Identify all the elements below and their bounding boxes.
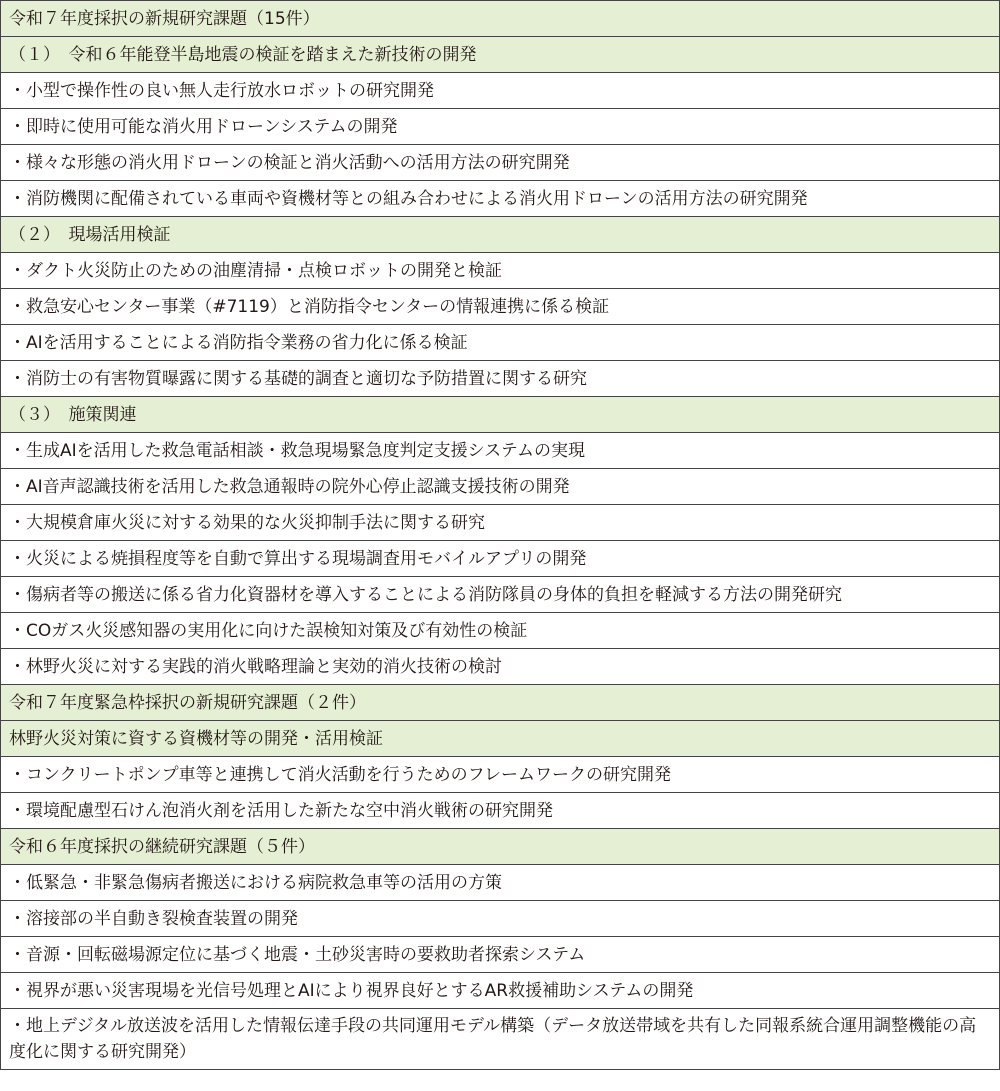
section-header-text: （３） 施策関連 [1, 397, 1000, 433]
section-header-row [1, 685, 1000, 721]
section-header-text: 令和７年度採択の新規研究課題（15件） [1, 1, 1000, 37]
topic-row [1, 145, 1000, 181]
topic-row [1, 181, 1000, 217]
topic-text: ・COガス火災感知器の実用化に向けた誤検知対策及び有効性の検証 [1, 613, 1000, 649]
topic-row [1, 253, 1000, 289]
section-header-text: 令和６年度採択の継続研究課題（５件） [1, 829, 1000, 865]
research-topics-body [1, 1, 1000, 1070]
section-header-row [1, 721, 1000, 757]
topic-row [1, 793, 1000, 829]
topic-row [1, 505, 1000, 541]
topic-text: ・コンクリートポンプ車等と連携して消火活動を行うためのフレームワークの研究開発 [1, 757, 1000, 793]
topic-text: ・視界が悪い災害現場を光信号処理とAIにより視界良好とするAR救援補助システムの開発 [1, 973, 1000, 1009]
topic-text: ・消防機関に配備されている車両や資機材等との組み合わせによる消火用ドローンの活用方法の研究開発 [1, 181, 1000, 217]
topic-text: ・環境配慮型石けん泡消火剤を活用した新たな空中消火戦術の研究開発 [1, 793, 1000, 829]
section-header-text: （２） 現場活用検証 [1, 217, 1000, 253]
section-header-text: 令和７年度緊急枠採択の新規研究課題（２件） [1, 685, 1000, 721]
topic-text: ・AIを活用することによる消防指令業務の省力化に係る検証 [1, 325, 1000, 361]
topic-row [1, 325, 1000, 361]
topic-text: ・林野火災に対する実践的消火戦略理論と実効的消火技術の検討 [1, 649, 1000, 685]
section-header-row [1, 829, 1000, 865]
topic-row [1, 865, 1000, 901]
topic-text: ・消防士の有害物質曝露に関する基礎的調査と適切な予防措置に関する研究 [1, 361, 1000, 397]
section-header-row [1, 37, 1000, 73]
topic-text: ・AI音声認識技術を活用した救急通報時の院外心停止認識支援技術の開発 [1, 469, 1000, 505]
section-header-text: 林野火災対策に資する資機材等の開発・活用検証 [1, 721, 1000, 757]
topic-row [1, 757, 1000, 793]
topic-row [1, 973, 1000, 1009]
topic-text: ・溶接部の半自動き裂検査装置の開発 [1, 901, 1000, 937]
topic-row [1, 613, 1000, 649]
topic-text: ・救急安心センター事業（#7119）と消防指令センターの情報連携に係る検証 [1, 289, 1000, 325]
topic-row [1, 73, 1000, 109]
topic-row [1, 577, 1000, 613]
topic-row [1, 649, 1000, 685]
topic-row [1, 937, 1000, 973]
section-header-row [1, 397, 1000, 433]
topic-row [1, 109, 1000, 145]
topic-text: ・生成AIを活用した救急電話相談・救急現場緊急度判定支援システムの実現 [1, 433, 1000, 469]
topic-row [1, 469, 1000, 505]
section-header-row [1, 217, 1000, 253]
topic-text: ・様々な形態の消火用ドローンの検証と消火活動への活用方法の研究開発 [1, 145, 1000, 181]
topic-text: ・即時に使用可能な消火用ドローンシステムの開発 [1, 109, 1000, 145]
topic-text: ・低緊急・非緊急傷病者搬送における病院救急車等の活用の方策 [1, 865, 1000, 901]
topic-text: ・地上デジタル放送波を活用した情報伝達手段の共同運用モデル構築（データ放送帯域を共有した同報系統合運用調整機能の高度化に関する研究開発） [1, 1009, 1000, 1070]
section-header-text: （１） 令和６年能登半島地震の検証を踏まえた新技術の開発 [1, 37, 1000, 73]
topic-text: ・音源・回転磁場源定位に基づく地震・土砂災害時の要救助者探索システム [1, 937, 1000, 973]
topic-text: ・ダクト火災防止のための油塵清掃・点検ロボットの開発と検証 [1, 253, 1000, 289]
topic-row [1, 361, 1000, 397]
topic-row [1, 433, 1000, 469]
topic-text: ・火災による焼損程度等を自動で算出する現場調査用モバイルアプリの開発 [1, 541, 1000, 577]
topic-text: ・傷病者等の搬送に係る省力化資器材を導入することによる消防隊員の身体的負担を軽減する方法の開発研究 [1, 577, 1000, 613]
topic-row [1, 901, 1000, 937]
section-header-row [1, 1, 1000, 37]
topic-row [1, 541, 1000, 577]
topic-row [1, 289, 1000, 325]
topic-text: ・小型で操作性の良い無人走行放水ロボットの研究開発 [1, 73, 1000, 109]
topic-row [1, 1009, 1000, 1070]
topic-text: ・大規模倉庫火災に対する効果的な火災抑制手法に関する研究 [1, 505, 1000, 541]
